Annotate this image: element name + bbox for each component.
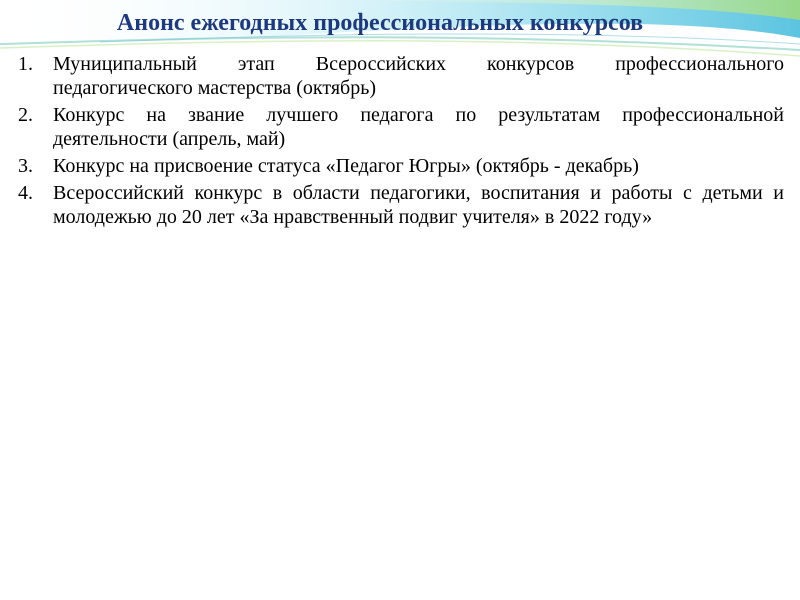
contest-list — [18, 52, 784, 232]
slide-title: Анонс ежегодных профессиональных конкурсов — [116, 10, 644, 36]
list-item-number: 4. — [18, 182, 33, 204]
list-item-text: Конкурс на присвоение статуса «Педагог Югры» (октябрь - декабрь) — [53, 155, 639, 177]
list-item-number: 1. — [18, 53, 33, 75]
list-item-number: 2. — [18, 104, 33, 126]
list-item — [18, 154, 784, 178]
list-item-text: Всероссийский конкурс в области педагогики, воспитания и работы с детьми и молодежью до 20 лет «За нравственный подвиг учителя» в 2022 году» — [53, 182, 784, 228]
list-item-text: Конкурс на звание лучшего педагога по результатам профессиональной деятельности (апрель, май) — [53, 104, 784, 150]
list-item-text: Муниципальный этап Всероссийских конкурсов профессионального педагогического мастерства (октябрь) — [53, 53, 784, 99]
list-item — [18, 52, 784, 100]
list-item — [18, 181, 784, 229]
list-item — [18, 103, 784, 151]
list-item-number: 3. — [18, 155, 33, 177]
